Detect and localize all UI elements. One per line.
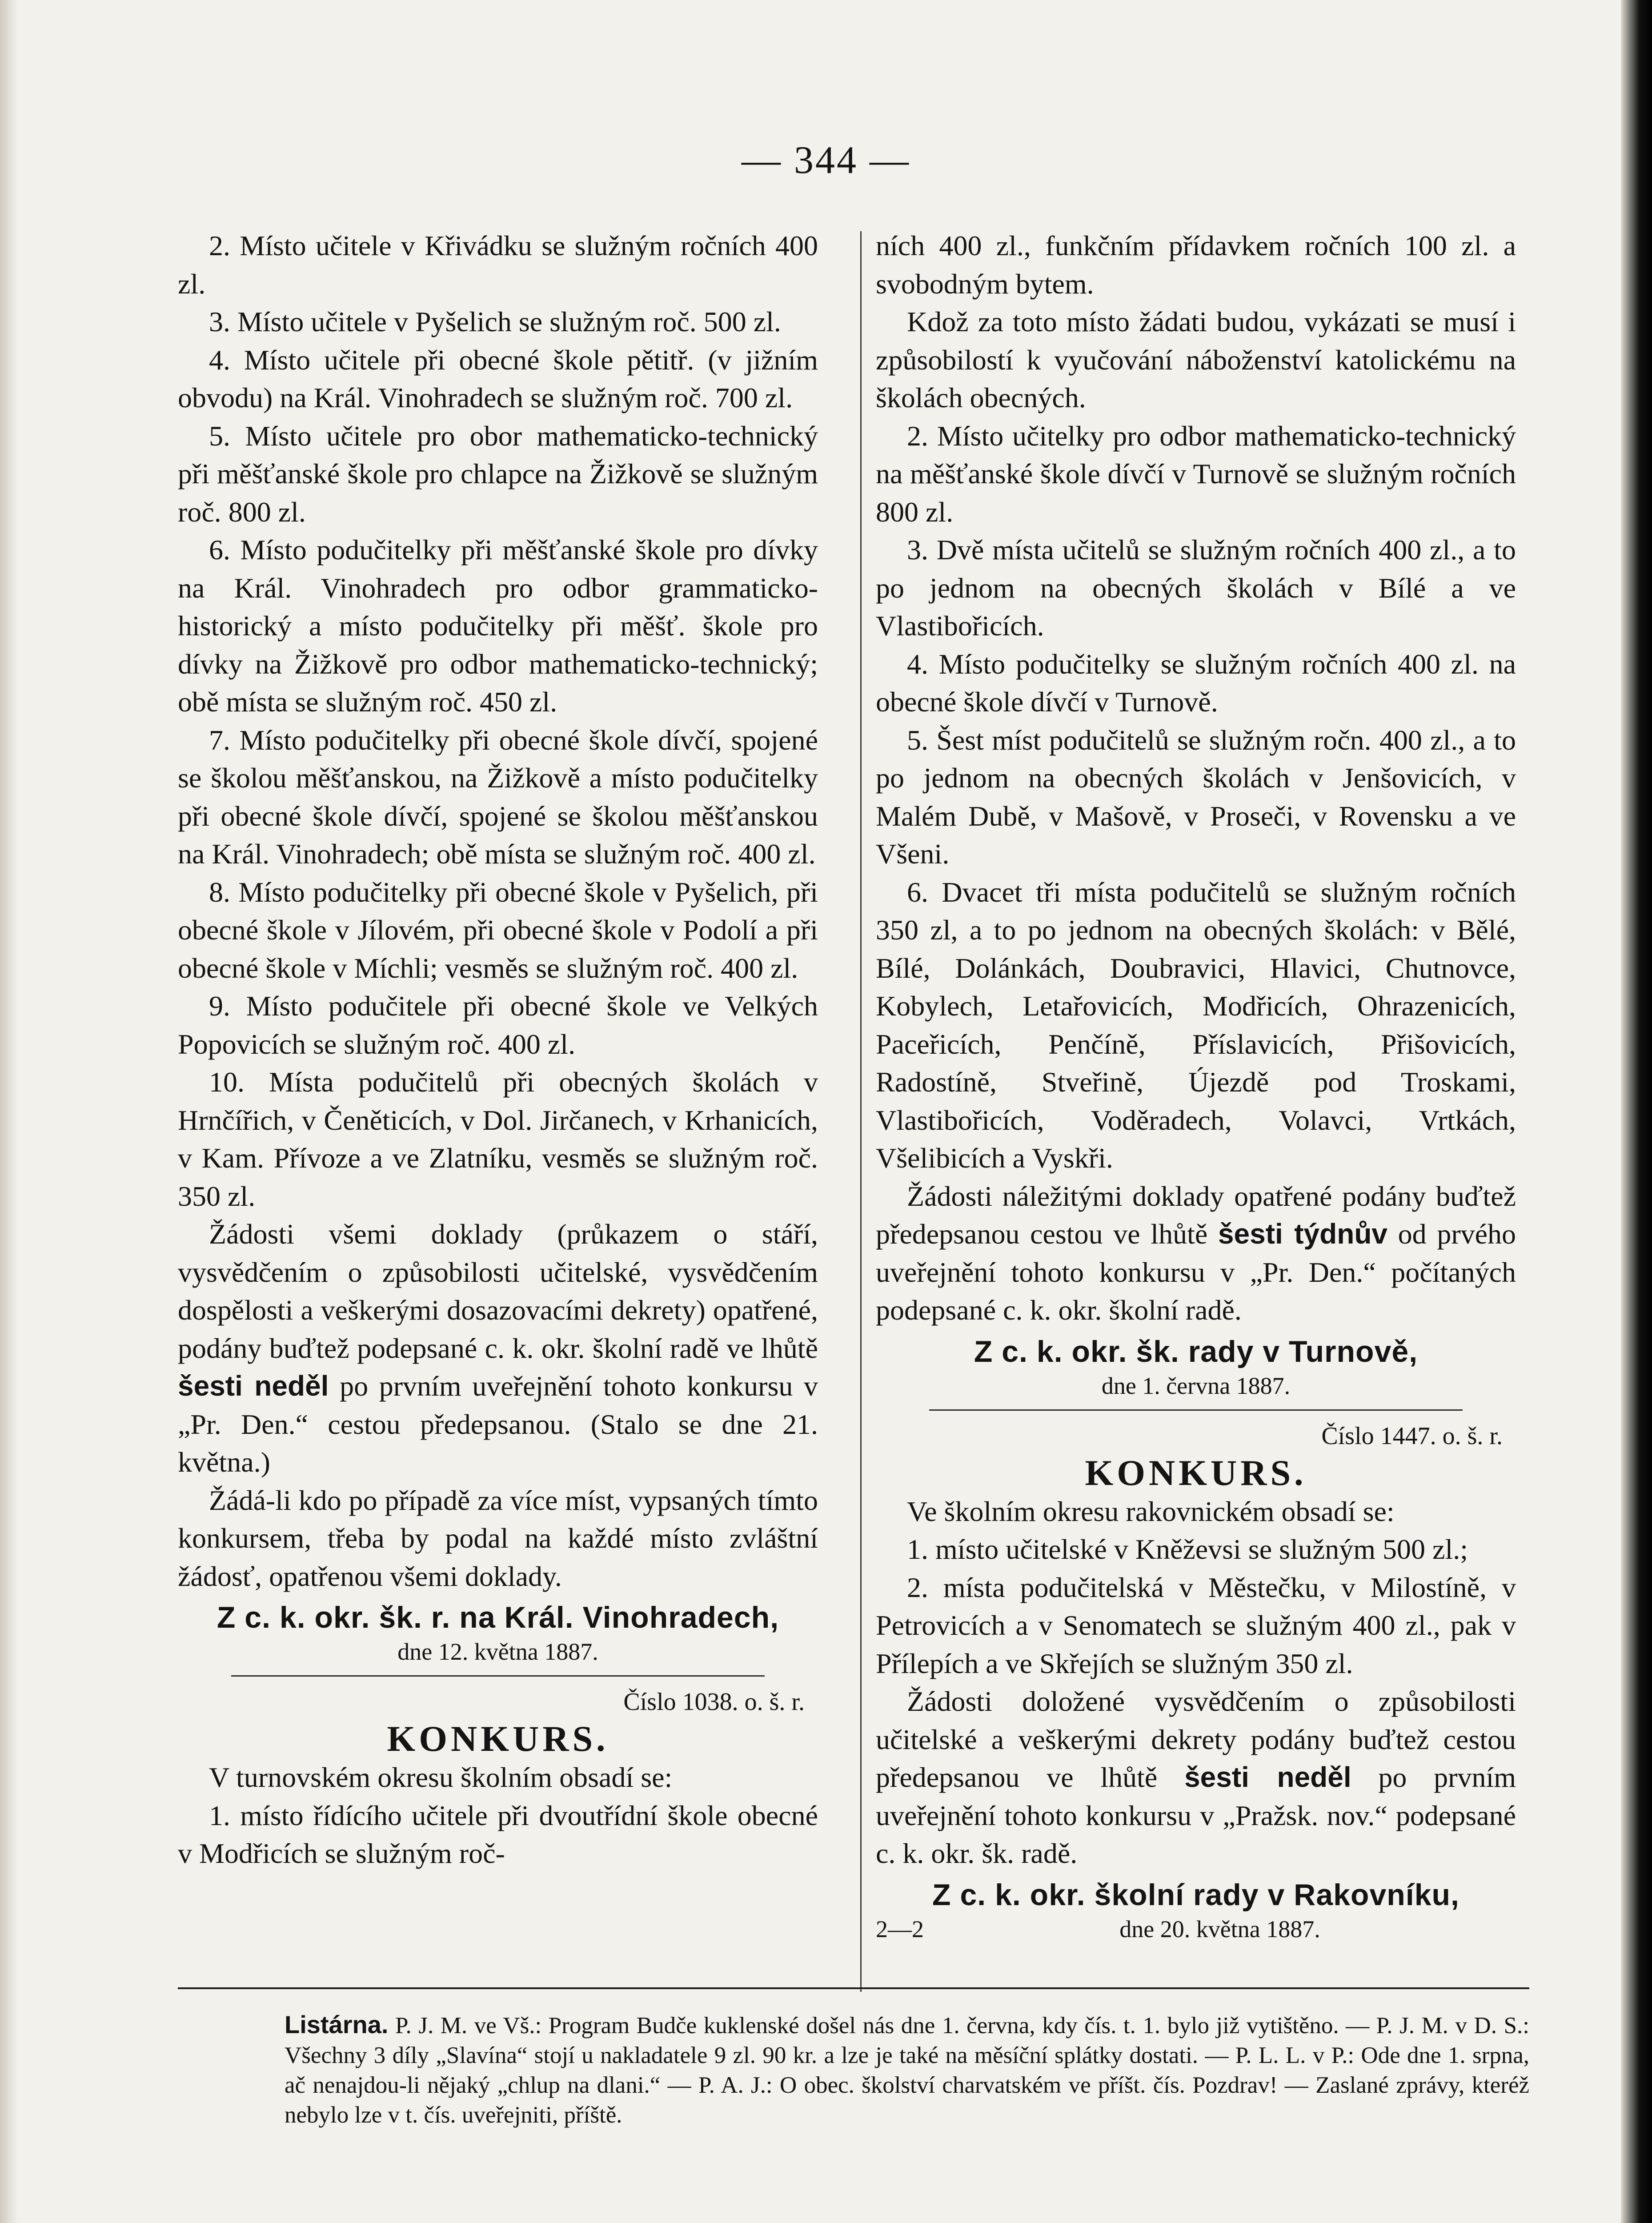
list-item: 3. Místo učitele v Pyšelich se služným roč. 500 zl.: [209, 306, 781, 337]
deadline-bold: šesti týdnův: [1218, 1218, 1388, 1250]
application-text-end: po prvním uveřejnění tohoto konkursu v „Pr. Den.“ cestou předepsanou. (Stalo se dne 21. května.): [178, 1370, 818, 1478]
note-paragraph: Žádá-li kdo po případě za více míst, vypsaných tímto konkursem, třeba by podal na každé místo zvláštní žádosť, opatřenou všemi doklady.: [178, 1484, 818, 1592]
konkurs-intro: Ve školním okresu rakovnickém obsadí se:: [907, 1495, 1395, 1527]
application-text: Žádosti náležitými doklady opatřené podány buďtež předepsanou cestou ve lhůtě: [876, 1180, 1516, 1250]
deadline-bold: šesti neděl: [178, 1370, 329, 1402]
list-item: 5. Místo učitele pro obor mathematicko-technický při měšťanské škole pro chlapce na Žižkově se služným roč. 800 zl.: [178, 420, 818, 528]
date-line: dne 20. května 1887.: [1119, 1915, 1320, 1942]
signature: Z c. k. okr. školní rady v Rakovníku,: [932, 1878, 1460, 1912]
date-row: [876, 1914, 1516, 1945]
listarna-heading: Listárna.: [285, 2010, 389, 2038]
section-rule: [929, 1409, 1463, 1411]
application-paragraph: [876, 1682, 1516, 1873]
date-line: dne 1. června 1887.: [1101, 1372, 1291, 1399]
list-item: 2. místa podučitelská v Městečku, v Milostíně, v Petrovicích a v Senomatech se služným 400 zl., pak v Přílepích a ve Skřejích se služným 350 zl.: [876, 1571, 1516, 1679]
listarna-text: P. J. M. ve Vš.: Program Budče kuklenské došel nás dne 1. června, kdy čís. t. 1. bylo již vytištěno. — P. J. M. v D. S.: Všechny 3 díly „Slavína“ stojí u nakladatele 9 zl. 90 kr. a lze je také na měsíční splátky dostati. — P. L. L. v P.: Ode dne 1. srpna, ač nenajdou-li nějaký „chlup na dlani.“ — P. A. J.: O obec. školství charvatském ve příšt. čís. Pozdrav! — Zaslané zprávy, kteréž nebylo lze v t. čís. uveřejniti, příště.: [285, 2013, 1529, 2128]
application-text-end: po prvním uveřejnění tohoto konkursu v „Pražsk. nov.“ podepsané c. k. okr. šk. radě.: [876, 1762, 1516, 1869]
list-item: 6. Místo podučitelky při měšťanské škole pro dívky na Král. Vinohradech pro odbor grammaticko-historický a místo podučitelky při měšť. škole pro dívky na Žižkově pro odbor mathematicko-technický; obě místa se služným roč. 450 zl.: [178, 534, 818, 718]
list-item: 7. Místo podučitelky při obecné škole dívčí, spojené se školou měšťanskou, na Žižkově a místo podučitelky při obecné škole dívčí, spojené se školou měšťanskou na Král. Vinohradech; obě místa se služným roč. 400 zl.: [178, 724, 818, 870]
date-line: dne 12. května 1887.: [397, 1638, 598, 1665]
list-item: 6. Dvacet tři místa podučitelů se služným ročních 350 zl, a to po jednom na obecných školách: v Bělé, Bílé, Dolánkách, Doubravici, Hlavici, Chutnovce, Kobylech, Letařovicích, Modřicích, Ohrazenicích, Paceřicích, Penčíně, Příslavicích, Přišovicích, Radostíně, Stveřině, Újezdě pod Troskami, Vlastibořicích, Voděradech, Volavci, Vrtkách, Všelibicích a Vyskři.: [876, 876, 1516, 1174]
list-item: 2. Místo učitele v Křivádku se služným ročních 400 zl.: [178, 230, 818, 300]
list-item: 2. Místo učitelky pro odbor mathematicko-technický na měšťanské škole dívčí v Turnově se služným ročních 800 zl.: [876, 420, 1516, 528]
application-text: Žádosti doložené vysvědčením o způsobilosti učitelské a veškerými dekrety podány buďtež cestou předepsanou ve lhůtě: [876, 1685, 1516, 1793]
issue-count: 2—2: [876, 1915, 924, 1942]
konkurs-heading: KONKURS.: [1085, 1452, 1307, 1493]
application-paragraph: [178, 1215, 818, 1481]
left-column: [178, 227, 818, 1873]
list-item: 4. Místo učitele při obecné škole pětitř. (v jižním obvodu) na Král. Vinohradech se služným roč. 700 zl.: [178, 344, 818, 413]
page-number: — 344 —: [742, 139, 910, 182]
list-item: 8. Místo podučitelky při obecné škole v Pyšelich, při obecné škole v Jílovém, při obecné škole v Podolí a při obecné škole v Míchli; vesměs se služným roč. 400 zl.: [178, 876, 818, 984]
konkurs-intro: V turnovském okresu školním obsadí se:: [209, 1762, 673, 1793]
right-column: [876, 227, 1516, 1945]
signature: Z c. k. okr. šk. rady v Turnově,: [974, 1334, 1418, 1368]
list-item: 1. místo učitelské v Kněževsi se služným 500 zl.;: [907, 1533, 1468, 1565]
section-rule: [178, 1987, 1529, 1989]
signature: Z c. k. okr. šk. r. na Král. Vinohradech,: [217, 1601, 779, 1634]
list-item: 4. Místo podučitelky se služným ročních 400 zl. na obecné škole dívčí v Turnově.: [876, 648, 1516, 718]
continuation-text: ních 400 zl., funkčním přídavkem ročních 100 zl. a svobodným bytem.: [876, 230, 1516, 300]
list-item: 10. Místa podučitelů při obecných školách v Hrnčířich, v Čeněticích, v Dol. Jirčanech, v Krhanicích, v Kam. Přívoze a ve Zlatníku, vesměs se služným roč. 350 zl.: [178, 1066, 818, 1212]
list-item: 9. Místo podučitele při obecné škole ve Velkých Popovicích se služným roč. 400 zl.: [178, 990, 818, 1060]
application-text-end: od prvého uveřejnění tohoto konkursu v „Pr. Den.“ počítaných podepsané c. k. okr. školní radě.: [876, 1218, 1516, 1326]
konkurs-heading: KONKURS.: [387, 1718, 609, 1759]
listarna-section: [285, 2010, 1529, 2130]
section-rule: [231, 1675, 765, 1677]
page-edge-right: [1621, 0, 1652, 2223]
list-item: 5. Šest míst podučitelů se služným ročn. 400 zl., a to po jednom na obecných školách v Jenšovicích, v Malém Dubě, v Mašově, v Proseči, v Rovensku a ve Všeni.: [876, 724, 1516, 870]
application-paragraph: [876, 1177, 1516, 1329]
list-item: 3. Dvě místa učitelů se služným ročních 400 zl., a to po jednom na obecných školách v Bílé a ve Vlastibořicích.: [876, 534, 1516, 642]
page-edge-left: [0, 0, 18, 2223]
reference-number: Číslo 1447. o. š. r.: [1321, 1422, 1503, 1450]
deadline-bold: šesti neděl: [1184, 1761, 1351, 1793]
reference-number: Číslo 1038. o. š. r.: [623, 1688, 805, 1716]
column-separator: [860, 231, 862, 1992]
application-text: Žádosti všemi doklady (průkazem o stáří, vysvědčením o způsobilosti učitelské, vysvědčením dospělosti a veškerými dosazovacími dekrety) opatřené, podány buďtež podepsané c. k. okr. školní radě ve lhůtě: [178, 1218, 818, 1364]
requirement-paragraph: Kdož za toto místo žádati budou, vykázati se musí i způsobilostí k vyučování náboženství katolickému na školách obecných.: [876, 306, 1516, 413]
list-item: 1. místo řídícího učitele při dvoutřídní škole obecné v Modřicích se služným roč-: [178, 1799, 818, 1869]
